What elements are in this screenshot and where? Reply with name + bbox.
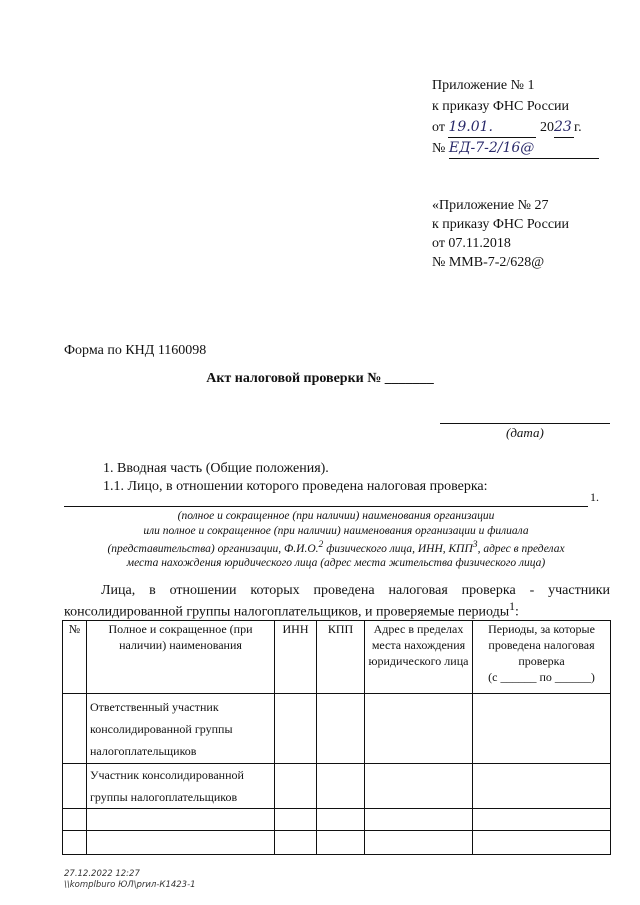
header-periods-text: Периоды, за которые проведена налоговая проверка: [488, 622, 595, 668]
appendix1-num-prefix: №: [432, 141, 446, 156]
row-num-cell[interactable]: [63, 809, 87, 831]
header-periods: [473, 621, 611, 694]
entity-desc-line2: или полное и сокращенное (при наличии) наименования организации и филиала: [143, 524, 529, 537]
row-num-cell[interactable]: [63, 694, 87, 764]
header-inn: ИНН: [275, 621, 317, 694]
header-num: №: [63, 621, 87, 694]
footer-line2: \\komplburo ЮЛ\prил-К1423-1: [64, 880, 196, 890]
row-periods-cell[interactable]: [473, 764, 611, 809]
appendix1-date-value: 19.01.: [448, 118, 536, 138]
row-periods-cell[interactable]: [473, 694, 611, 764]
appendix1-number: [432, 139, 632, 160]
appendix1-order: к приказу ФНС России: [432, 99, 570, 114]
row-inn-cell[interactable]: [275, 831, 317, 855]
entity-desc-line3a: (представительства) организации, Ф.И.О.: [107, 542, 319, 555]
entity-desc-line3: [62, 538, 610, 556]
appendix27-order: к приказу ФНС России: [432, 217, 570, 232]
row-name-cell[interactable]: [87, 831, 275, 855]
footnote-ref-3: 3: [472, 539, 478, 550]
entity-fill-line: [64, 506, 588, 507]
row-name-cell: Ответственный участник консолидированной группы налогоплательщиков: [87, 694, 275, 764]
members-intro-text: Лица, в отношении которых проведена налоговая проверка - участники консолидированной группы налогоплательщиков, и проверяемые периоды: [64, 583, 610, 620]
entity-desc-line1: (полное и сокращенное (при наличии) наименования организации: [177, 510, 495, 522]
date-line: [440, 423, 610, 424]
entity-footnote-mark: 1.: [590, 490, 599, 504]
row-kpp-cell[interactable]: [317, 831, 365, 855]
row-kpp-cell[interactable]: [317, 764, 365, 809]
row-address-cell[interactable]: [365, 809, 473, 831]
members-intro-footnote: 1: [509, 600, 515, 613]
date-label: (дата): [506, 425, 544, 440]
row-address-cell[interactable]: [365, 694, 473, 764]
row-address-cell[interactable]: [365, 831, 473, 855]
appendix1-year-value: 23: [554, 118, 574, 138]
appendix1-year-suffix: г.: [573, 120, 582, 135]
footer-line1: 27.12.2022 12:27: [64, 869, 140, 879]
header-kpp: КПП: [317, 621, 365, 694]
members-table: [62, 620, 611, 855]
appendix27-title: «Приложение № 27: [432, 198, 549, 213]
section-1-1-heading: 1.1. Лицо, в отношении которого проведена налоговая проверка:: [103, 479, 488, 494]
appendix1-date: [432, 118, 632, 139]
row-kpp-cell[interactable]: [317, 694, 365, 764]
table-row: [63, 764, 611, 809]
entity-desc-line4: места нахождения юридического лица (адрес места жительства физического лица): [126, 557, 546, 570]
entity-description: [62, 509, 610, 571]
section-1-heading: 1. Вводная часть (Общие положения).: [103, 461, 329, 476]
appendix1-year-prefix: 20: [539, 120, 554, 135]
table-row: [63, 694, 611, 764]
row-name-cell[interactable]: [87, 809, 275, 831]
row-num-cell[interactable]: [63, 831, 87, 855]
act-title: Акт налоговой проверки № _______: [206, 371, 434, 386]
entity-desc-line3c: , адрес в пределах: [477, 542, 565, 555]
row-inn-cell[interactable]: [275, 809, 317, 831]
footnote-ref-2: 2: [318, 539, 324, 550]
row-periods-cell[interactable]: [473, 809, 611, 831]
appendix1-num-value: ЕД-7-2/16@: [449, 139, 599, 159]
row-inn-cell[interactable]: [275, 694, 317, 764]
row-inn-cell[interactable]: [275, 764, 317, 809]
header-periods-range: (с ______ по ______): [488, 670, 595, 684]
members-intro: [64, 583, 610, 621]
table-row: [63, 809, 611, 831]
entity-desc-line3b: физического лица, ИНН, КПП: [323, 542, 473, 555]
appendix27-number: № ММВ-7-2/628@: [432, 255, 545, 270]
header-name: Полное и сокращенное (при наличии) наименования: [87, 621, 275, 694]
appendix1-block: [432, 76, 632, 160]
table-row: [63, 831, 611, 855]
appendix1-date-prefix: от: [432, 120, 445, 135]
form-code: Форма по КНД 1160098: [64, 343, 207, 358]
appendix27-block: [432, 196, 632, 272]
row-kpp-cell[interactable]: [317, 809, 365, 831]
appendix1-title: Приложение № 1: [432, 78, 535, 93]
header-address: Адрес в пределах места нахождения юридического лица: [365, 621, 473, 694]
appendix27-date: от 07.11.2018: [432, 236, 511, 251]
entity-footnote-number: 1: [590, 490, 596, 504]
table-header-row: [63, 621, 611, 694]
row-num-cell[interactable]: [63, 764, 87, 809]
row-periods-cell[interactable]: [473, 831, 611, 855]
members-intro-tail: :: [515, 604, 519, 620]
row-name-cell: Участник консолидированной группы налогоплательщиков: [87, 764, 275, 809]
footer-stamp: [64, 869, 196, 891]
row-address-cell[interactable]: [365, 764, 473, 809]
